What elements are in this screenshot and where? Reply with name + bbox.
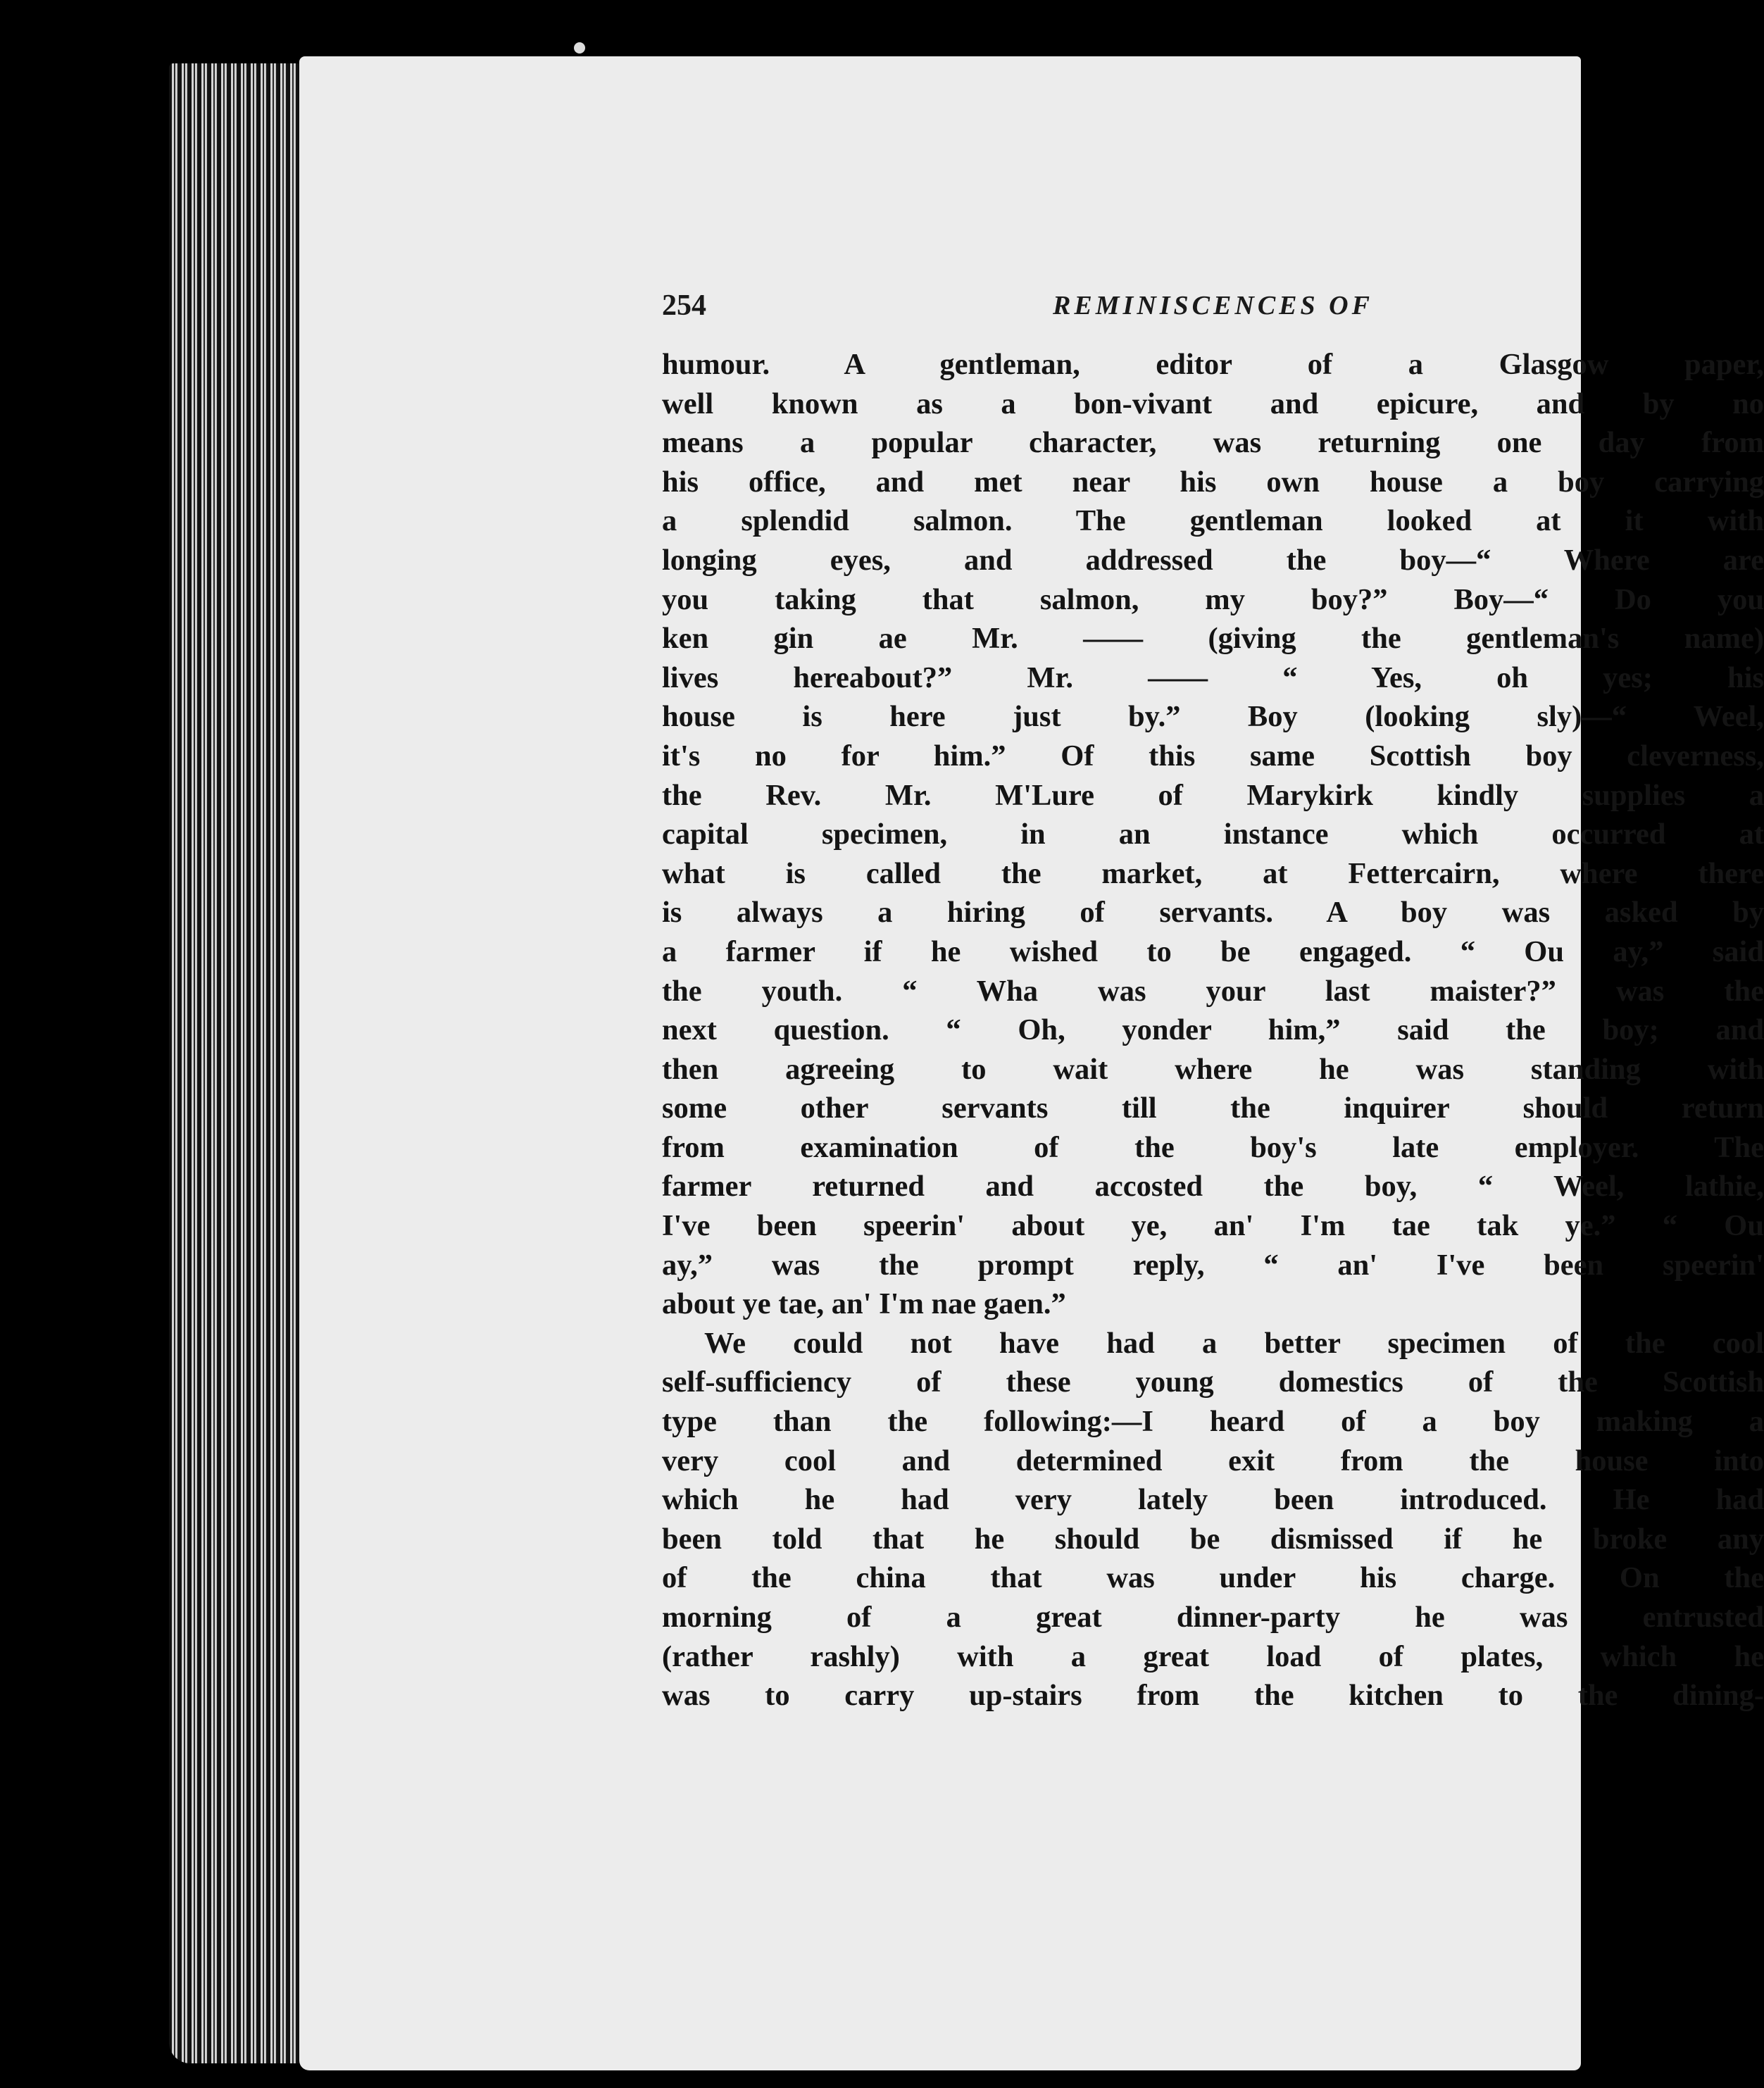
- text-line: is always a hiring of servants. A boy was asked by: [662, 896, 1764, 930]
- text-line: humour. A gentleman, editor of a Glasgow paper,: [662, 348, 1764, 381]
- text-line: which he had very lately been introduced. He had: [662, 1483, 1764, 1517]
- text-line: a splendid salmon. The gentleman looked at it with: [662, 504, 1764, 538]
- text-line: morning of a great dinner-party he was entrusted: [662, 1601, 1764, 1634]
- text-line: about ye tae, an' I'm nae gaen.”: [662, 1287, 1066, 1321]
- text-line: the Rev. Mr. M'Lure of Marykirk kindly supplies a: [662, 778, 1764, 812]
- text-line: ay,” was the prompt reply, “ an' I've been speerin': [662, 1248, 1764, 1282]
- text-line: his office, and met near his own house a boy carrying: [662, 465, 1764, 499]
- text-line: well known as a bon-vivant and epicure, and by no: [662, 387, 1764, 420]
- text-line: I've been speerin' about ye, an' I'm tae tak ye.” “ Ou: [662, 1209, 1764, 1243]
- text-line: was to carry up-stairs from the kitchen to the dining-: [662, 1679, 1764, 1713]
- text-line: of the china that was under his charge. On the: [662, 1561, 1764, 1595]
- text-line: very cool and determined exit from the house into: [662, 1444, 1764, 1477]
- text-line: what is called the market, at Fettercairn, where there: [662, 856, 1764, 890]
- text-line: (rather rashly) with a great load of plates, which he: [662, 1639, 1764, 1673]
- text-line: the youth. “ Wha was your last maister?” was the: [662, 974, 1764, 1008]
- text-line: capital specimen, in an instance which occurred at: [662, 818, 1764, 851]
- text-line: from examination of the boy's late employer. The: [662, 1130, 1764, 1164]
- text-line: house is here just by.” Boy (looking sly)—“ Weel,: [662, 700, 1764, 734]
- text-line: it's no for him.” Of this same Scottish boy cleverness,: [662, 739, 1764, 773]
- text-line: longing eyes, and addressed the boy—“ Where are: [662, 543, 1764, 577]
- paragraph: [662, 345, 1764, 1324]
- text-line: then agreeing to wait where he was standing with: [662, 1052, 1764, 1086]
- text-block: [662, 289, 1764, 1715]
- text-line: means a popular character, was returning one day from: [662, 426, 1764, 460]
- page-header: [662, 289, 1764, 331]
- text-line: you taking that salmon, my boy?” Boy—“ Do you: [662, 582, 1764, 616]
- text-line: a farmer if he wished to be engaged. “ Ou ay,” said: [662, 934, 1764, 968]
- text-line: ken gin ae Mr. —— (giving the gentleman's name): [662, 622, 1764, 656]
- page-number: 254: [662, 289, 706, 322]
- text-line: type than the following:—I heard of a boy making a: [662, 1405, 1764, 1439]
- text-line: been told that he should be dismissed if he broke any: [662, 1522, 1764, 1556]
- dust-speck: [574, 42, 585, 54]
- book-page-edges: [169, 63, 310, 2063]
- text-line: lives hereabout?” Mr. —— “ Yes, oh yes; his: [662, 661, 1764, 694]
- text-line: We could not have had a better specimen of the cool: [704, 1326, 1764, 1360]
- paragraph: [662, 1324, 1764, 1715]
- text-line: self-sufficiency of these young domestics of the Scottish: [662, 1365, 1764, 1399]
- running-head: REMINISCENCES OF: [1053, 291, 1373, 320]
- text-line: farmer returned and accosted the boy, “ Weel, lathie,: [662, 1170, 1764, 1204]
- text-line: some other servants till the inquirer should return: [662, 1092, 1764, 1125]
- text-line: next question. “ Oh, yonder him,” said the boy; and: [662, 1013, 1764, 1047]
- book-page: [299, 56, 1764, 2070]
